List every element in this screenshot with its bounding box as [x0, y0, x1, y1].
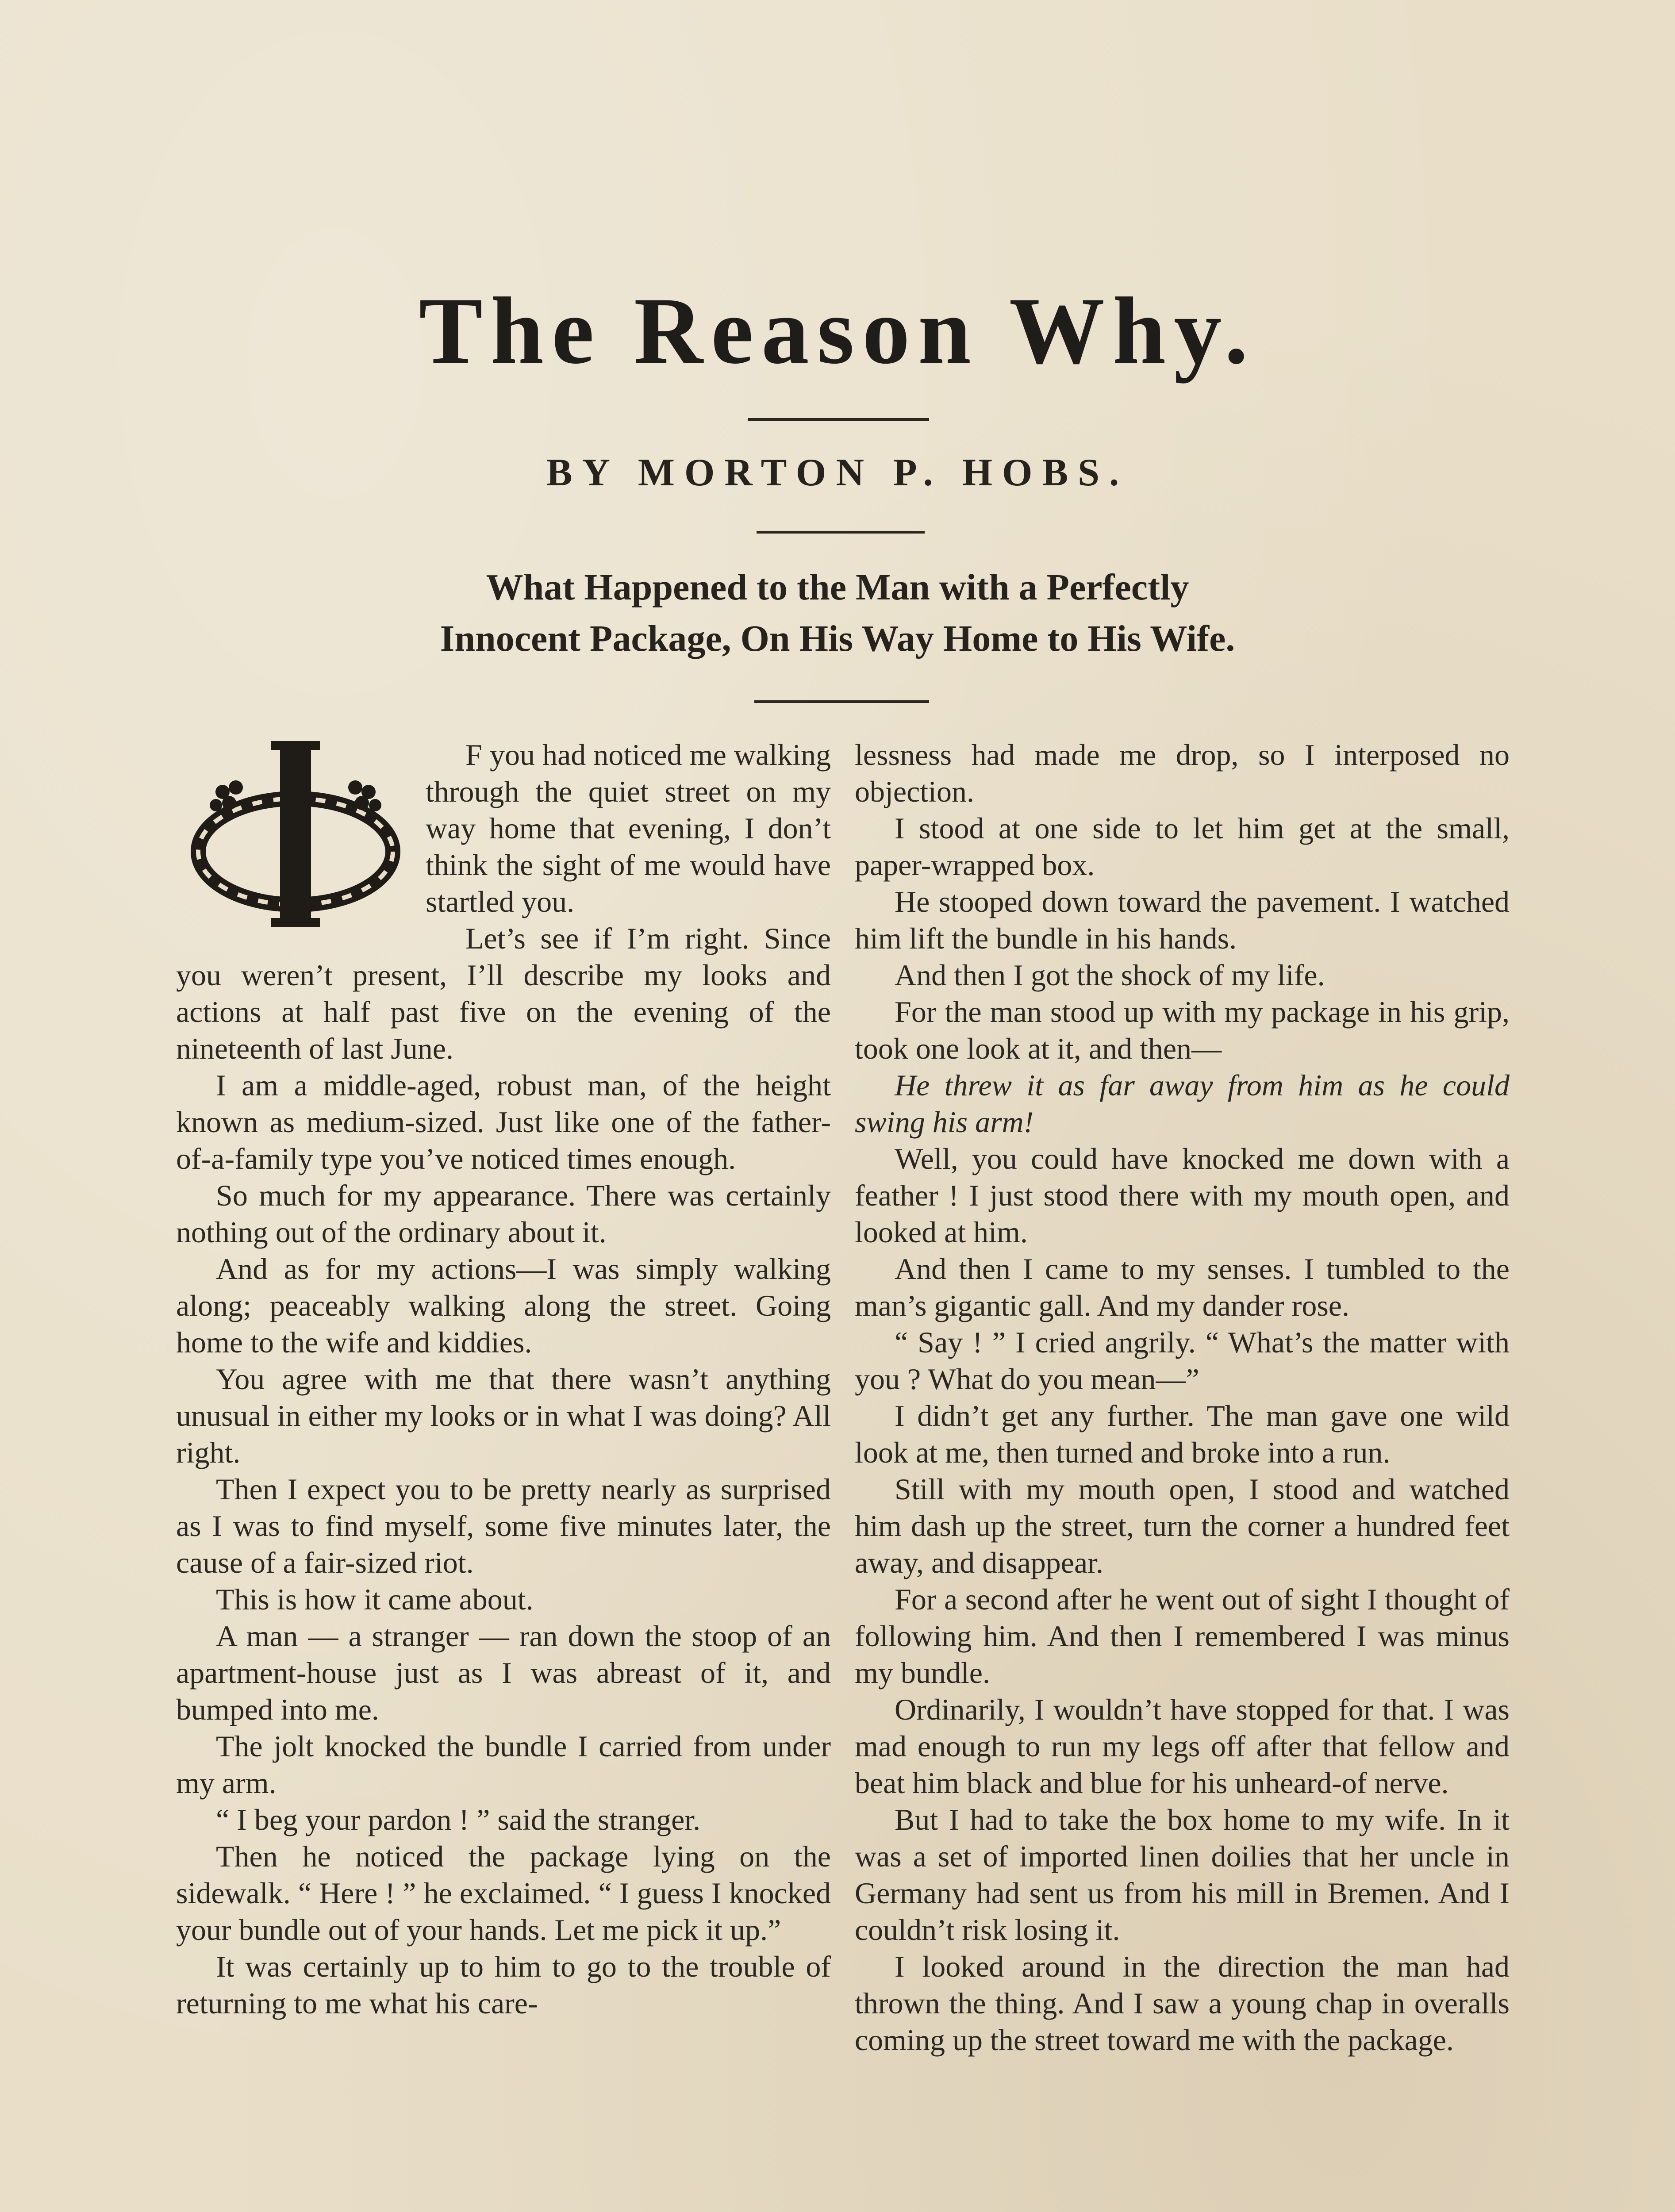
paragraph: The jolt knocked the bundle I carried from under my arm.	[176, 1729, 831, 1800]
paragraph: But I had to take the box home to my wife. In it was a set of imported linen doilies that her uncle in Germany had sent us from his mill in Bremen. And I couldn’t risk losing it.	[855, 1803, 1510, 1947]
svg-text:I: I	[295, 870, 296, 875]
lead-paragraph: F you had noticed me walking through the quiet street on my way home that evening, I don’t think the sight of me would have startled you.	[426, 738, 831, 918]
deck-line-2: Innocent Package, On His Way Home to His Wife.	[440, 618, 1235, 659]
paragraph: So much for my appearance. There was certainly nothing out of the ordinary about it.	[176, 1179, 831, 1249]
paragraph: It was certainly up to him to go to the trouble of returning to me what his care-	[176, 1950, 831, 2020]
paragraph: “ Say ! ” I cried angrily. “ What’s the matter with you ? What do you mean—”	[855, 1325, 1510, 1396]
paragraph: I am a middle-aged, robust man, of the height known as medium-sized. Just like one of the father-of-a-family type you’ve noticed times enough.	[176, 1068, 831, 1175]
italic-paragraph: He threw it as far away from him as he could swing his arm!	[855, 1068, 1510, 1139]
paragraph: Then I expect you to be pretty nearly as surprised as I was to find myself, some five minutes later, the cause of a fair-sized riot.	[176, 1472, 831, 1579]
paragraph: “ I beg your pardon ! ” said the stranger.	[216, 1803, 701, 1836]
title-rule	[748, 418, 929, 421]
paragraph: I didn’t get any further. The man gave one wild look at me, then turned and broke into a run.	[855, 1399, 1510, 1469]
deck-subtitle	[0, 562, 1675, 664]
right-column	[855, 737, 1510, 2058]
paragraph: I stood at one side to let him get at the small, paper-wrapped box.	[855, 811, 1510, 882]
paragraph: For a second after he went out of sight I thought of following him. And then I remembered I was minus my bundle.	[855, 1582, 1510, 1690]
ornamental-initial-icon	[176, 741, 415, 940]
paragraph: Ordinarily, I wouldn’t have stopped for that. I was mad enough to run my legs off after that fellow and beat him black and blue for his unheard-of nerve.	[855, 1693, 1510, 1800]
drop-cap-ornament	[176, 741, 415, 940]
paragraph: And then I got the shock of my life.	[895, 958, 1325, 992]
paragraph: You agree with me that there wasn’t anything unusual in either my looks or in what I was doing? All right.	[176, 1362, 831, 1469]
deck-line-1: What Happened to the Man with a Perfectly	[486, 567, 1189, 608]
paragraph: And as for my actions—I was simply walking along; peaceably walking along the street. Going home to the wife and kiddies.	[176, 1252, 831, 1359]
article-title: The Reason Why.	[419, 278, 1256, 384]
paragraph: Let’s see if I’m right. Since you weren’t present, I’ll describe my looks and actions at half past five on the evening of the nineteenth of last June.	[176, 922, 831, 1065]
paragraph: And then I came to my senses. I tumbled to the man’s gigantic gall. And my dander rose.	[855, 1252, 1510, 1322]
paragraph: For the man stood up with my package in his grip, took one look at it, and then—	[855, 995, 1510, 1065]
paragraph: I looked around in the direction the man had thrown the thing. And I saw a young chap in overalls coming up the street toward me with the package.	[855, 1950, 1510, 2057]
paragraph: A man — a stranger — ran down the stoop of an apartment-house just as I was abreast of it, and bumped into me.	[176, 1619, 831, 1726]
paragraph: He stooped down toward the pavement. I watched him lift the bundle in his hands.	[855, 885, 1510, 955]
paragraph: Well, you could have knocked me down with a feather ! I just stood there with my mouth open, and looked at him.	[855, 1142, 1510, 1249]
left-column	[176, 737, 831, 2022]
paragraph: This is how it came about.	[216, 1582, 534, 1616]
byline-rule	[757, 531, 925, 534]
byline: BY MORTON P. HOBS.	[546, 451, 1129, 494]
paragraph: Still with my mouth open, I stood and watched him dash up the street, turn the corner a hundred feet away, and disappear.	[855, 1472, 1510, 1579]
deck-rule	[754, 700, 929, 703]
paragraph-continuation: lessness had made me drop, so I interposed no objection.	[855, 738, 1510, 808]
paragraph: Then he noticed the package lying on the sidewalk. “ Here ! ” he exclaimed. “ I guess I knocked your bundle out of your hands. Let me pick it up.”	[176, 1839, 831, 1947]
